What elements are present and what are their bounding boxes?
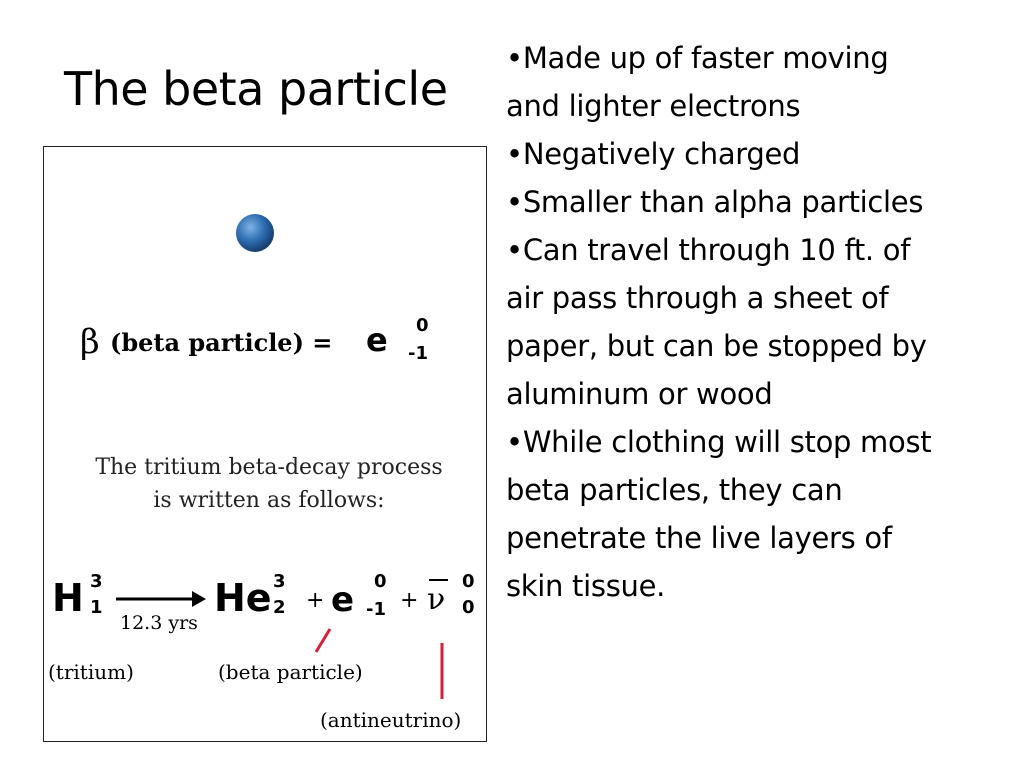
bullet-item [506,130,946,178]
beta-decay-figure [43,146,487,742]
emitted-electron-charge: -1 [366,599,386,620]
beta-pointer-line [316,629,330,652]
reaction-arrow-head [192,591,206,607]
bullet-text: Negatively charged [522,137,801,171]
electron-charge: -1 [408,343,428,364]
bullet-item [506,178,946,226]
decay-caption-line2: is written as follows: [153,488,385,513]
beta-particle-sphere [236,214,274,252]
bullet-item [506,34,946,130]
reactant-mass-number: 3 [90,571,103,592]
antineutrino-mass: 0 [462,571,475,592]
bullet-dot: • [506,425,523,459]
bullet-text: Made up of faster moving and lighter electrons [506,41,889,123]
beta-particle-caption: (beta particle) [218,660,363,684]
beta-particle-label: (beta particle) = [110,328,333,357]
antineutrino-label: (antineutrino) [320,708,462,732]
emitted-electron-symbol: e [331,580,355,620]
bullet-text: While clothing will stop most beta particles, they can penetrate the live layers of skin tissue. [506,425,932,603]
tritium-label: (tritium) [48,660,134,684]
bullet-dot: • [506,41,523,75]
bullet-list [506,34,946,610]
reactant-symbol: H [52,576,84,620]
product-mass-number: 3 [273,571,286,592]
reactant-atomic-number: 1 [90,597,103,618]
electron-symbol: e [366,321,388,359]
product-symbol: He [214,576,272,620]
electron-mass-number: 0 [416,315,429,336]
bullet-dot: • [506,137,523,171]
slide-title: The beta particle [64,62,448,116]
antineutrino-symbol: ν [427,582,446,617]
decay-caption-line1: The tritium beta-decay process [95,455,443,480]
bullet-text: Smaller than alpha particles [522,185,924,219]
bullet-item [506,418,946,610]
bullet-text: Can travel through 10 ft. of air pass through a sheet of paper, but can be stopped by aluminum or wood [506,233,927,411]
beta-symbol: β [80,322,100,362]
plus-sign: + [306,588,325,613]
beta-decay-diagram [44,147,486,741]
product-atomic-number: 2 [273,597,286,618]
half-life-label: 12.3 yrs [120,612,198,634]
bullet-item [506,226,946,418]
plus-sign: + [400,588,419,613]
bullet-dot: • [506,233,523,267]
bullet-dot: • [506,185,523,219]
antineutrino-charge: 0 [462,597,475,618]
emitted-electron-mass: 0 [374,571,387,592]
